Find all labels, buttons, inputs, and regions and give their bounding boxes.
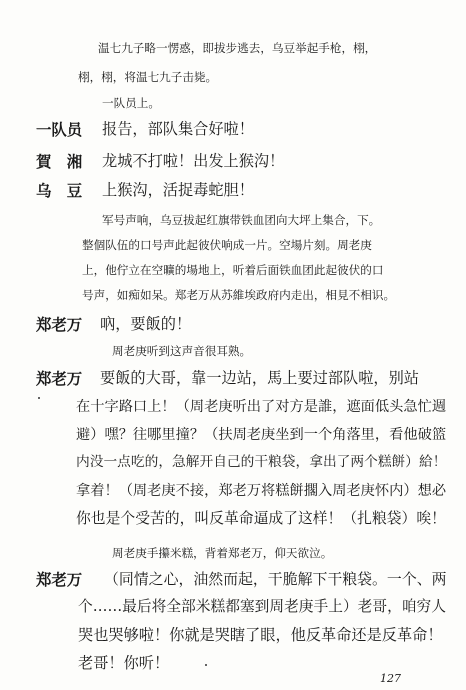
dialogue-line: 上猴沟，活捉毒蛇胆！ bbox=[102, 181, 254, 199]
speaker-name: 一队员 bbox=[36, 121, 83, 139]
stage-direction-line: 整個队伍的口号声此起彼伏响成一片。空場片刻。周老庚 bbox=[82, 238, 372, 252]
dialogue-line: 内没一点吃的，急解开自己的干粮袋，拿出了两个糕餅）給！ bbox=[76, 454, 447, 470]
dialogue-line: 报告，部队集合好啦！ bbox=[102, 120, 254, 138]
speaker-name: 郑老万 bbox=[36, 316, 83, 334]
stage-direction-line: 军号声响，乌豆拔起红旗带铁血团向大坪上集合，下。 bbox=[102, 213, 381, 227]
speaker-name: 郑老万 bbox=[36, 370, 83, 388]
ink-speck bbox=[205, 664, 207, 666]
speaker-name: 郑老万 bbox=[36, 571, 83, 589]
stage-direction-line: 周老庚听到这声音很耳熟。 bbox=[112, 344, 252, 358]
dialogue-line: 哭也哭够啦！你就是哭瞎了眼，他反革命还是反革命！ bbox=[78, 626, 443, 644]
dialogue-line: 龙城不打啦！出发上猴沟！ bbox=[102, 152, 285, 170]
dialogue-line: 在十字路口上！（周老庚听出了对方是誰，遮面低头急忙週 bbox=[76, 399, 447, 415]
stage-direction-line: 上，他佇立在空曠的場地上，听着后面铁血团此起彼伏的口 bbox=[82, 263, 384, 277]
dialogue-line: （同情之心，油然而起，干脆解下干粮袋。一个、两 bbox=[104, 570, 447, 588]
stage-direction-line: 周老庚手攥米糕，背着郑老万，仰天欲泣。 bbox=[112, 546, 333, 560]
page-number: 127 bbox=[380, 672, 401, 685]
dialogue-line: 你也是个受苦的，叫反革命逼成了这样！（扎粮袋）唉！ bbox=[76, 510, 446, 527]
stage-direction-line: 一队员上。 bbox=[102, 96, 160, 110]
speaker-name: 賀 湘 bbox=[36, 153, 83, 171]
ink-speck bbox=[38, 397, 40, 399]
dialogue-line: 拿着！（周老庚不接，郑老万将糕餅擱入周老庚怀内）想必 bbox=[76, 483, 447, 499]
dialogue-line: 吶，要飯的！ bbox=[100, 315, 192, 333]
speaker-name: 乌 豆 bbox=[36, 182, 83, 200]
dialogue-line: 避）嘿？往哪里撞？（扶周老庚坐到一个角落里，看他破篮 bbox=[76, 427, 447, 443]
stage-direction-line: 号声，如痴如呆。郑老万从苏維埃政府内走出，相見不相识。 bbox=[82, 288, 396, 302]
stage-direction-line: 温七九子略一愣惑，即拔步逃去，乌豆举起手枪，栩， bbox=[98, 41, 377, 55]
stage-direction-line: 栩，栩，将温七九子击毙。 bbox=[78, 70, 218, 84]
dialogue-line: 要飯的大哥，靠一边站，馬上要过部队啦，别站 bbox=[100, 369, 419, 387]
dialogue-line: 个……最后将全部米糕都塞到周老庚手上）老哥，咱穷人 bbox=[78, 598, 446, 615]
dialogue-line: 老哥！你听！ bbox=[78, 654, 170, 672]
